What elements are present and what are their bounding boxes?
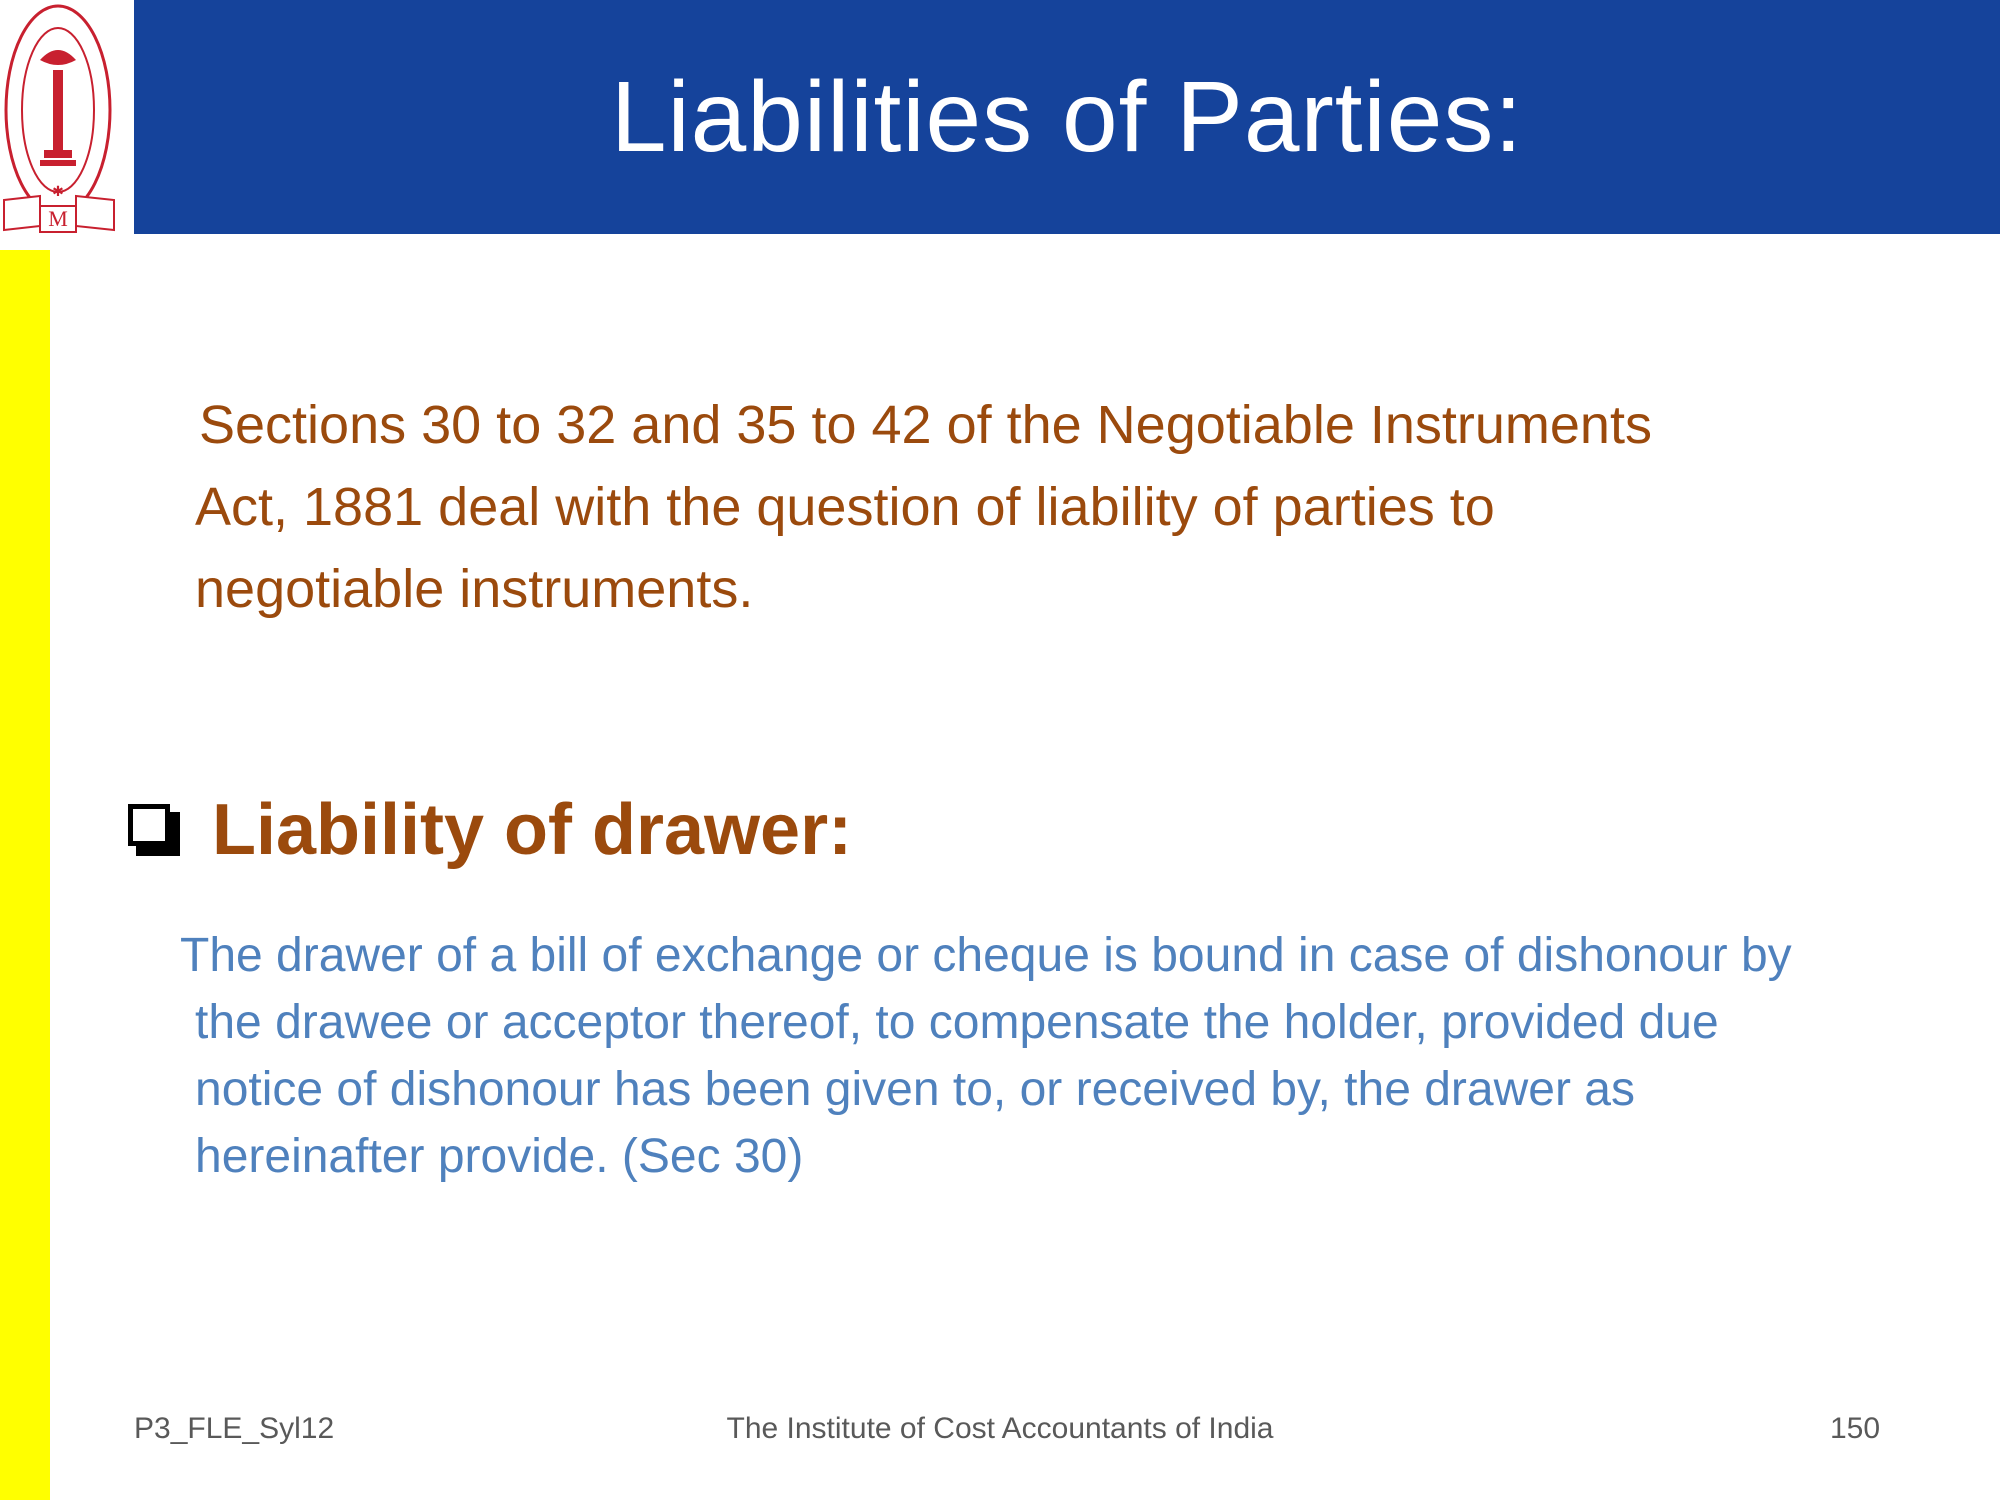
section-heading-text: Liability of drawer:	[212, 790, 853, 870]
intro-line: Sections 30 to 32 and 35 to 42 of the Negotiable Instruments	[199, 395, 1652, 455]
svg-text:M: M	[48, 206, 68, 231]
intro-paragraph	[195, 384, 1875, 630]
svg-text:✱: ✱	[52, 185, 64, 200]
intro-line: negotiable instruments.	[195, 559, 754, 619]
footer-course-code: P3_FLE_Syl12	[134, 1412, 335, 1445]
side-accent-bar	[0, 250, 50, 1500]
section-heading	[128, 780, 852, 880]
body-line: hereinafter provide. (Sec 30)	[195, 1130, 804, 1183]
checkbox-bullet-icon	[128, 804, 180, 856]
footer-institute-name: The Institute of Cost Accountants of India	[726, 1412, 1274, 1445]
body-line: the drawee or acceptor thereof, to compensate the holder, provided due	[195, 996, 1719, 1049]
body-line: notice of dishonour has been given to, or received by, the drawer as	[195, 1063, 1635, 1116]
body-line: The drawer of a bill of exchange or cheque is bound in case of dishonour by	[180, 929, 1792, 982]
intro-line: Act, 1881 deal with the question of liability of parties to	[195, 477, 1495, 537]
institute-logo	[0, 0, 120, 236]
title-bar	[134, 0, 2000, 234]
footer-page-number: 150	[1830, 1412, 1881, 1445]
page-title: Liabilities of Parties:	[610, 61, 1524, 173]
body-paragraph	[180, 922, 1900, 1190]
